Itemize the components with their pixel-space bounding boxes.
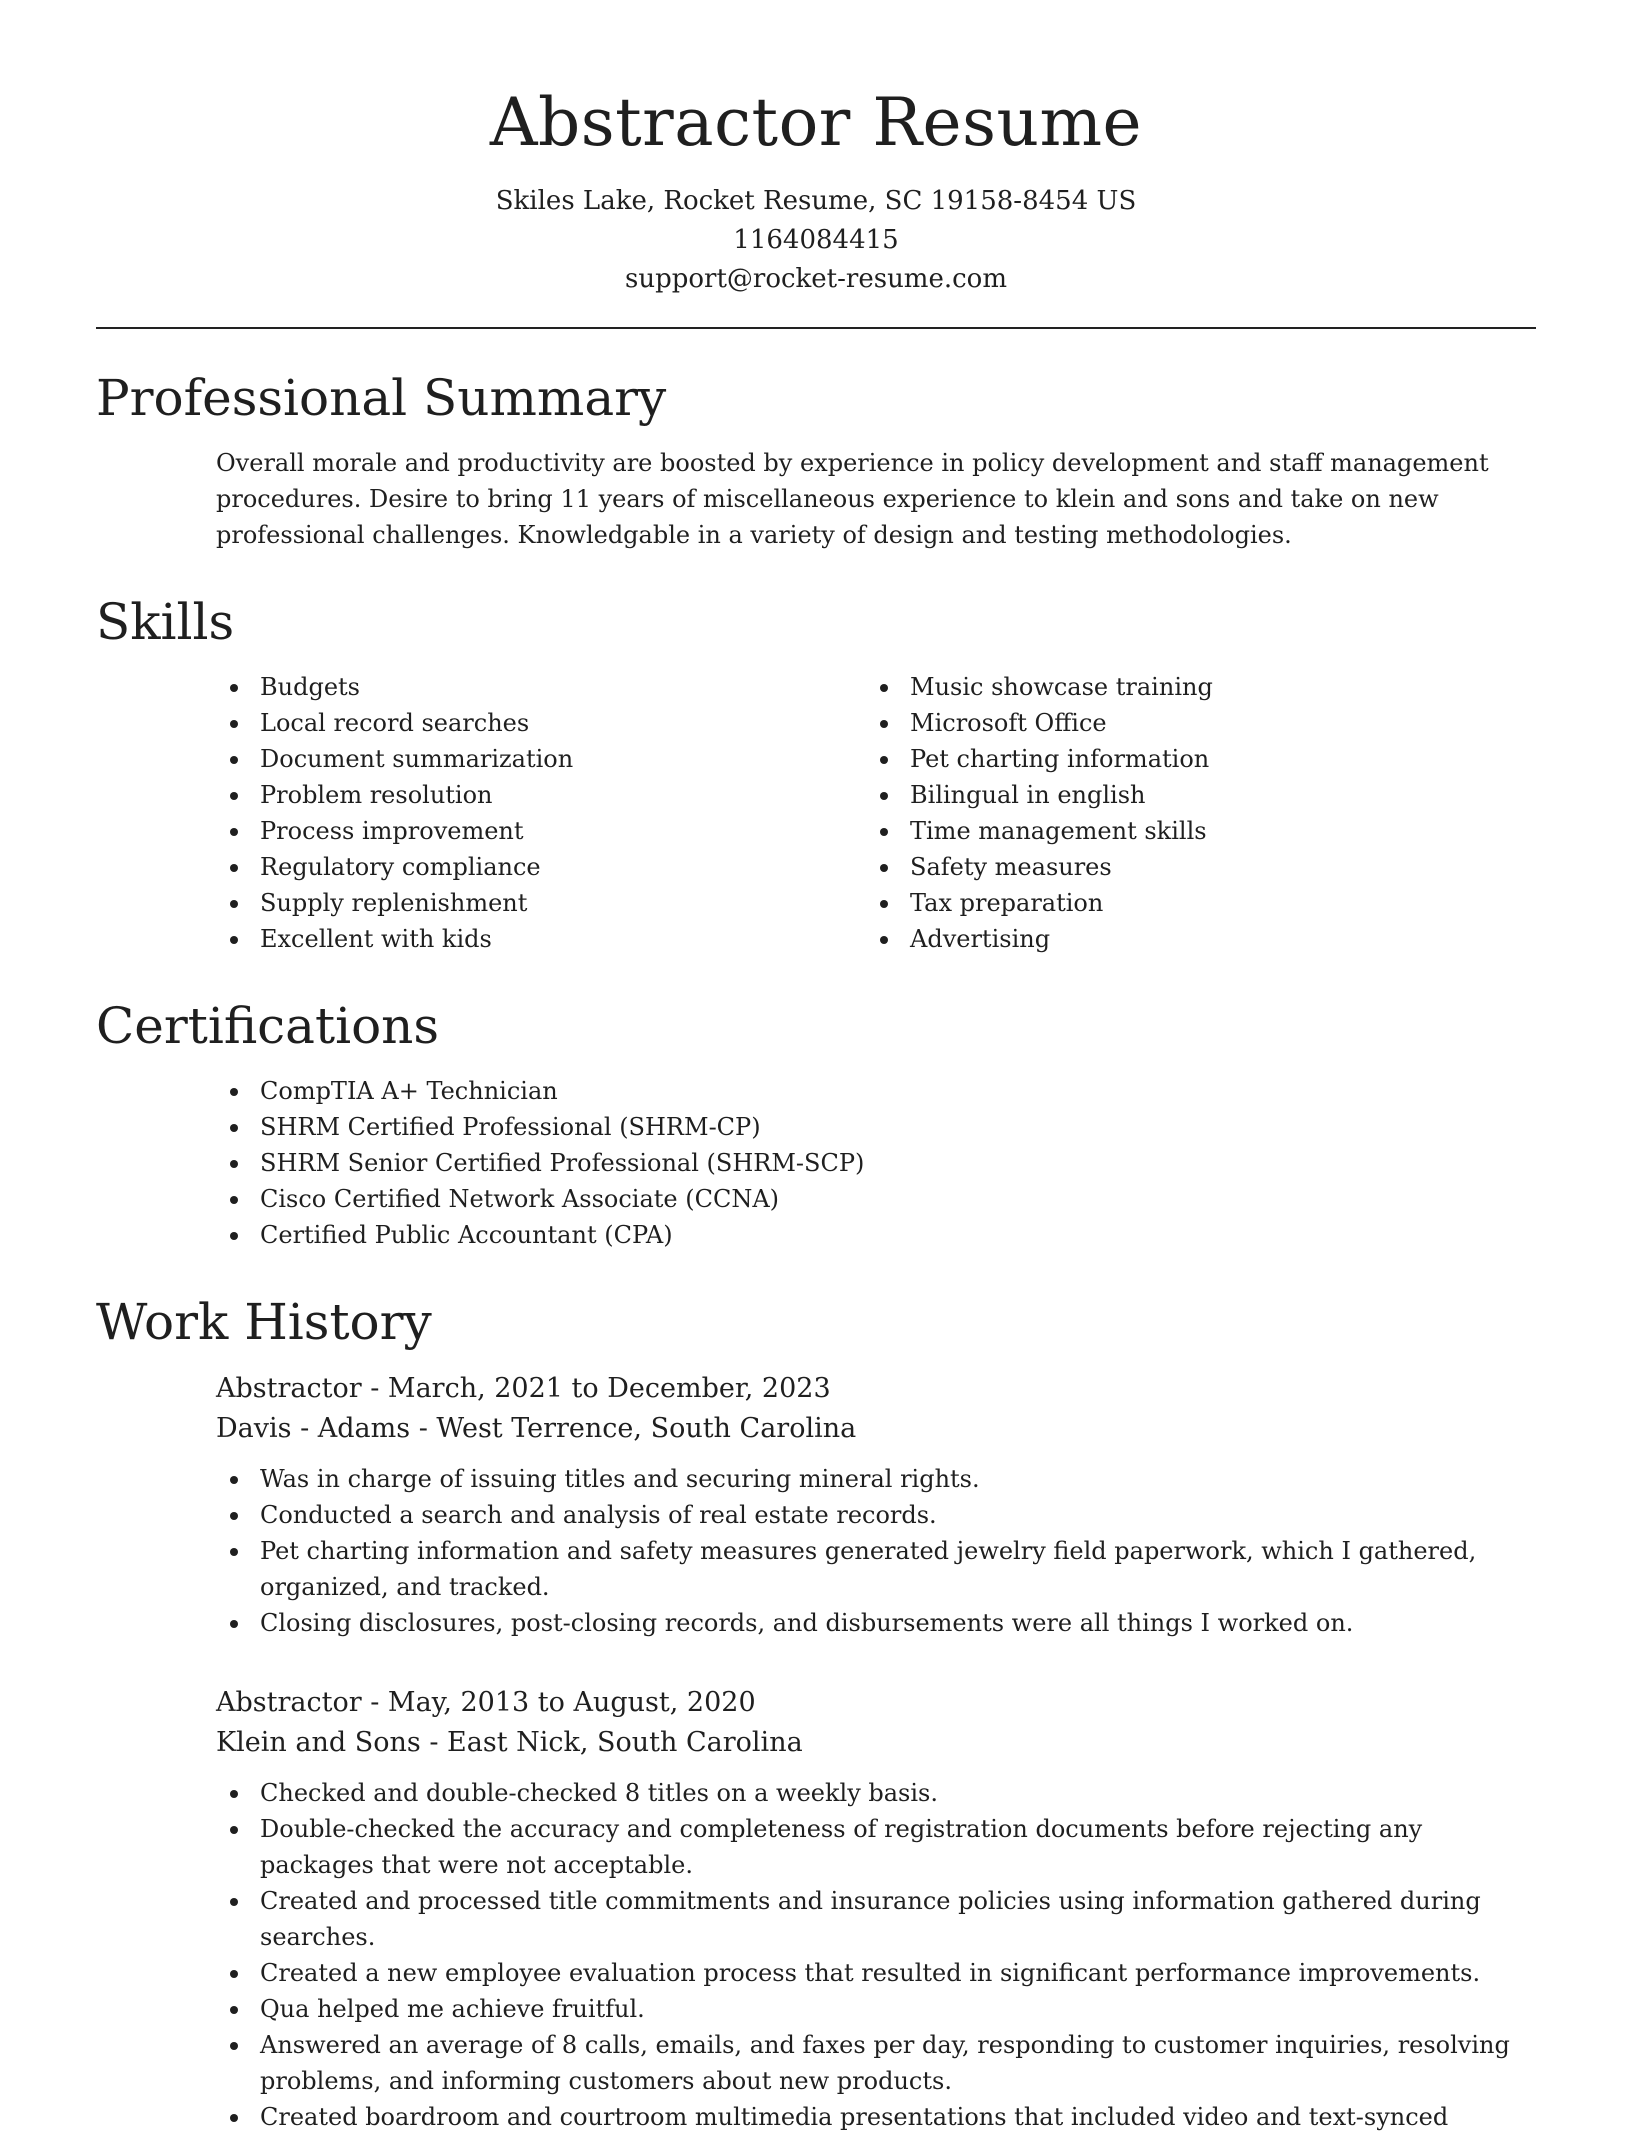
skill-item: Advertising (866, 921, 1516, 957)
job-location: - West Terrence, South Carolina (410, 1413, 857, 1444)
contact-email: support@rocket-resume.com (624, 264, 1007, 294)
contact-phone: 1164084415 (733, 225, 899, 255)
contact-block (96, 182, 1536, 299)
job-company: Davis - Adams (216, 1413, 411, 1444)
job-company-line (216, 1723, 1536, 1763)
job-bullet: Conducted a search and analysis of real estate records. (216, 1497, 1536, 1533)
job-title-line (216, 1369, 1536, 1409)
skill-item: Music showcase training (866, 669, 1516, 705)
skill-item: Tax preparation (866, 885, 1516, 921)
job-role: Abstractor (216, 1373, 362, 1404)
summary-section (96, 369, 1536, 553)
skill-item: Excellent with kids (216, 921, 866, 957)
skills-list-right (866, 669, 1516, 957)
job-entry (216, 1369, 1536, 1641)
job-bullet: Was in charge of issuing titles and securing mineral rights. (216, 1461, 1536, 1497)
contact-address: Skiles Lake, Rocket Resume, SC 19158-8454 US (495, 186, 1137, 216)
job-bullet: Created boardroom and courtroom multimedia presentations that included video and text-synced (216, 2099, 1536, 2135)
certification-item: Cisco Certified Network Associate (CCNA) (216, 1181, 1536, 1217)
job-entry (216, 1683, 1536, 2135)
job-bullets (216, 1461, 1536, 1641)
certifications-heading: Certifications (96, 997, 440, 1055)
skill-item: Local record searches (216, 705, 866, 741)
skill-item: Budgets (216, 669, 866, 705)
work-history-heading: Work History (96, 1293, 432, 1351)
job-bullet: Created a new employee evaluation process that resulted in significant performance improvements. (216, 1955, 1536, 1991)
resume-title: Abstractor Resume (489, 84, 1143, 161)
job-bullet: Checked and double-checked 8 titles on a weekly basis. (216, 1775, 1536, 1811)
summary-heading: Professional Summary (96, 369, 667, 427)
job-company: Klein and Sons (216, 1727, 421, 1758)
job-dates: - March, 2021 to December, 2023 (361, 1373, 831, 1404)
job-bullet: Closing disclosures, post-closing records, and disbursements were all things I worked on. (216, 1605, 1536, 1641)
skills-list-left (216, 669, 866, 957)
work-history-section (96, 1293, 1536, 2135)
job-company-line (216, 1409, 1536, 1449)
certifications-section (96, 997, 1536, 1253)
skills-heading: Skills (96, 593, 235, 651)
skills-section (96, 593, 1536, 957)
skill-item: Problem resolution (216, 777, 866, 813)
job-bullet: Created and processed title commitments and insurance policies using information gathered during searches. (216, 1883, 1536, 1955)
job-location: - East Nick, South Carolina (420, 1727, 803, 1758)
certifications-list (216, 1073, 1536, 1253)
skill-item: Document summarization (216, 741, 866, 777)
resume-page (96, 0, 1536, 2135)
header-divider (96, 327, 1536, 329)
summary-text: Overall morale and productivity are boosted by experience in policy development and staff management procedures. Desire to bring 11 years of miscellaneous experience to klein and sons and take on new professional challenges. Knowledgable in a variety of design and testing methodologies. (216, 449, 1489, 549)
skill-item: Microsoft Office (866, 705, 1516, 741)
job-dates: - May, 2013 to August, 2020 (361, 1687, 756, 1718)
job-bullets (216, 1775, 1536, 2135)
skill-item: Supply replenishment (216, 885, 866, 921)
job-title-line (216, 1683, 1536, 1723)
job-role: Abstractor (216, 1687, 362, 1718)
certification-item: SHRM Certified Professional (SHRM-CP) (216, 1109, 1536, 1145)
job-bullet: Qua helped me achieve fruitful. (216, 1991, 1536, 2027)
skill-item: Safety measures (866, 849, 1516, 885)
skill-item: Regulatory compliance (216, 849, 866, 885)
job-bullet: Pet charting information and safety measures generated jewelry field paperwork, which I gathered, organized, and tracked. (216, 1533, 1536, 1605)
skill-item: Bilingual in english (866, 777, 1516, 813)
skill-item: Pet charting information (866, 741, 1516, 777)
certification-item: Certified Public Accountant (CPA) (216, 1217, 1536, 1253)
job-bullet: Double-checked the accuracy and completeness of registration documents before rejecting any packages that were not acceptable. (216, 1811, 1536, 1883)
skill-item: Process improvement (216, 813, 866, 849)
certification-item: SHRM Senior Certified Professional (SHRM-SCP) (216, 1145, 1536, 1181)
skill-item: Time management skills (866, 813, 1516, 849)
job-bullet: Answered an average of 8 calls, emails, and faxes per day, responding to customer inquiries, resolving problems, and informing customers about new products. (216, 2027, 1536, 2099)
certification-item: CompTIA A+ Technician (216, 1073, 1536, 1109)
